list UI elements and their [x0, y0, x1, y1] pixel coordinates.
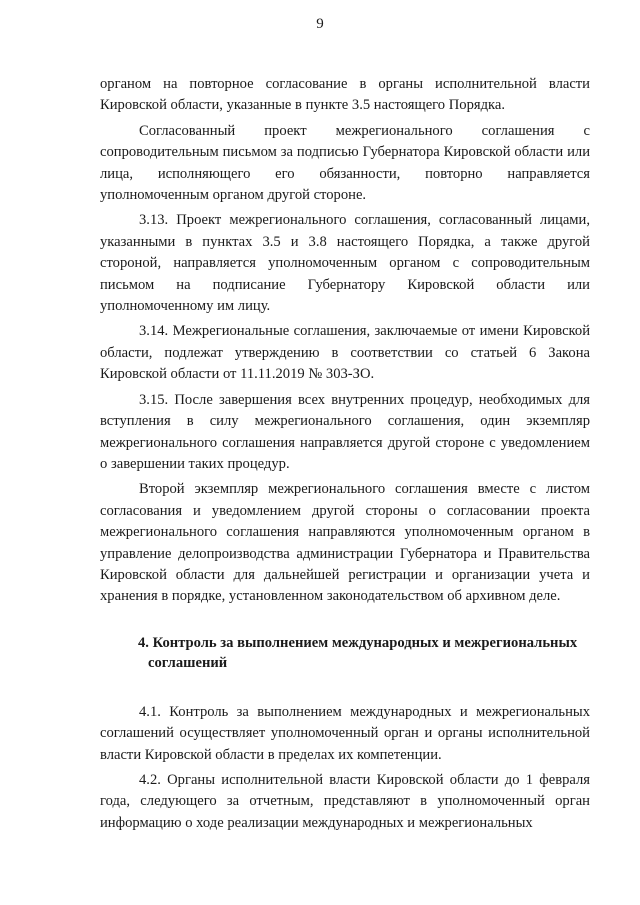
paragraph-3-14: 3.14. Межрегиональные соглашения, заключаемые от имени Кировской области, подлежат утверждению в соответствии со статьей 6 Закона Кировской области от 11.11.2019 № 303-ЗО.: [100, 323, 590, 383]
paragraph-second-copy: Второй экземпляр межрегионального соглашения вместе с листом согласования и уведомлением другой стороны о согласовании проекта межрегионального соглашения направляются уполномоченным органом в управление делопроизводства администрации Губернатора и Правительства Кировской области для дальнейшей регистрации и организации учета и хранения в порядке, установленном законодательством об архивном деле.: [100, 481, 590, 605]
paragraph-3-15: 3.15. После завершения всех внутренних процедур, необходимых для вступления в силу межрегионального соглашения, один экземпляр межрегионального соглашения направляется другой стороне с уведомлением о завершении таких процедур.: [100, 391, 590, 472]
section-heading-line1: 4. Контроль за выполнением международных и межрегиональных: [138, 634, 578, 651]
paragraph-4-1: 4.1. Контроль за выполнением международных и межрегиональных соглашений осуществляет уполномоченный орган и органы исполнительной власти Кировской области в пределах их компетенции.: [100, 703, 590, 763]
section-heading-line2: соглашений: [148, 654, 228, 671]
paragraph-4-2: 4.2. Органы исполнительной власти Кировской области до 1 февраля года, следующего за отчетным, представляют в уполномоченный орган информацию о ходе реализации международных и межрегиональных: [100, 771, 590, 831]
paragraph-continuation: органом на повторное согласование в органы исполнительной власти Кировской области, указанные в пункте 3.5 настоящего Порядка.: [100, 76, 590, 114]
document-body: [100, 74, 590, 834]
page-number: 9: [316, 16, 324, 32]
paragraph-approved-draft: Согласованный проект межрегионального соглашения с сопроводительным письмом за подписью Губернатора Кировской области или лица, исполняющего его обязанности, повторно направляется уполномоченным органом другой стороне.: [100, 122, 590, 204]
section-heading: [100, 633, 590, 673]
paragraph-3-13: 3.13. Проект межрегионального соглашения, согласованный лицами, указанными в пунктах 3.5 и 3.8 настоящего Порядка, а также другой стороной, направляется уполномоченным органом с сопроводительным письмом на подписание Губернатору Кировской области или уполномоченному им лицу.: [100, 212, 590, 315]
